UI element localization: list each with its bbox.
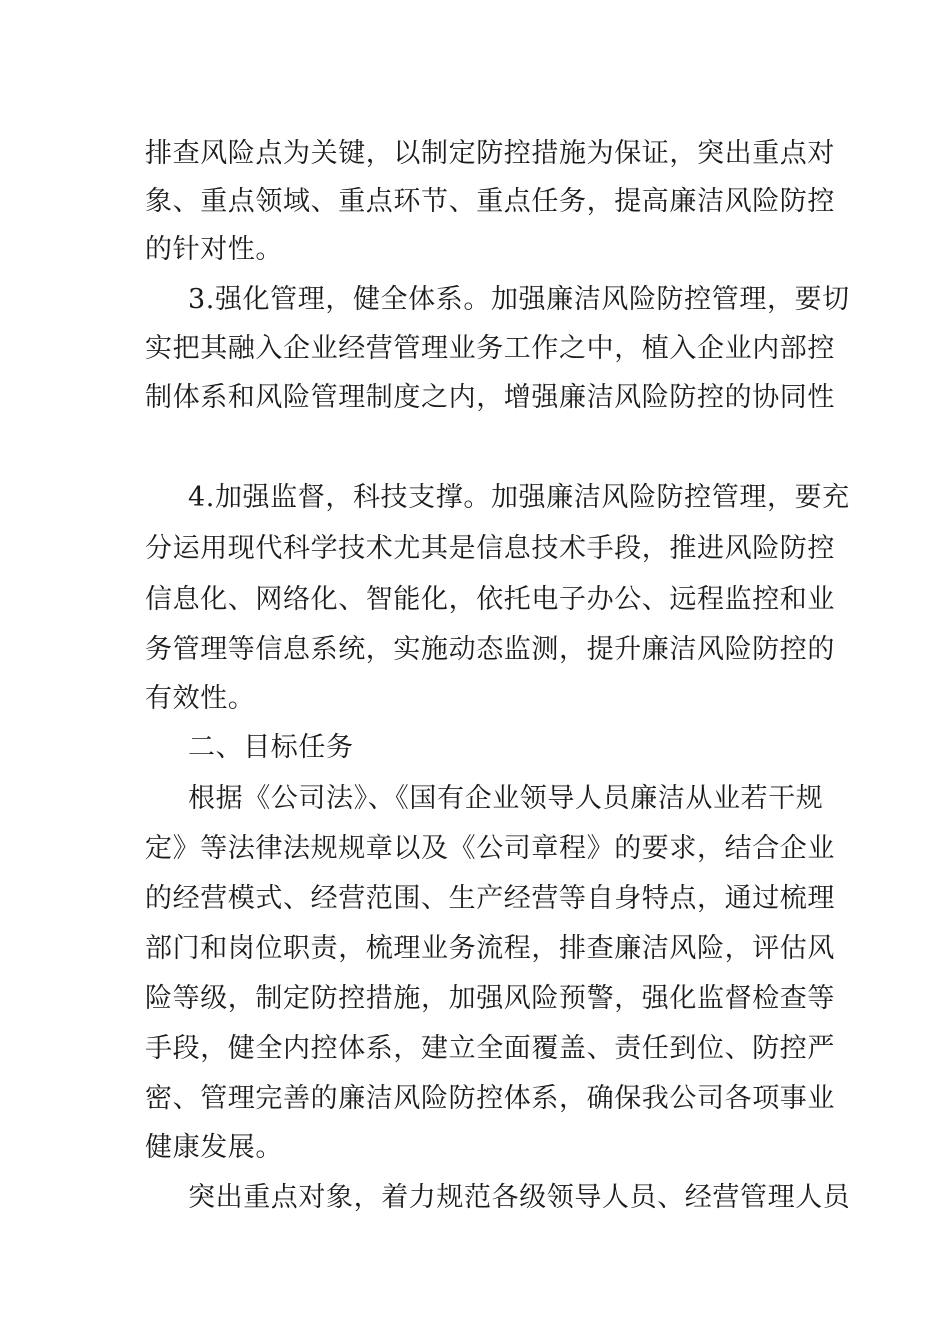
text-line: 3.强化管理，健全体系。加强廉洁风险防控管理，要切 (188, 284, 850, 315)
text-line: 象、重点领域、重点环节、重点任务，提高廉洁风险防控 (145, 186, 835, 217)
text-line: 有效性。 (145, 683, 256, 714)
text-line: 信息化、网络化、智能化，依托电子办公、远程监控和业 (145, 584, 835, 615)
text-line: 4.加强监督，科技支撑。加强廉洁风险防控管理，要充 (188, 482, 850, 513)
text-line: 制体系和风险管理制度之内，增强廉洁风险防控的协同性 (145, 382, 835, 413)
text-line: 的针对性。 (145, 234, 283, 265)
text-line: 突出重点对象，着力规范各级领导人员、经营管理人员 (188, 1182, 851, 1213)
text-line: 分运用现代科学技术尤其是信息技术手段，推进风险防控 (145, 533, 835, 564)
section-heading: 二、目标任务 (188, 732, 354, 763)
text-line: 手段，健全内控体系，建立全面覆盖、责任到位、防控严 (145, 1033, 835, 1064)
text-line: 定》等法律法规规章以及《公司章程》的要求，结合企业 (145, 833, 835, 864)
text-line: 险等级，制定防控措施，加强风险预警，强化监督检查等 (145, 983, 835, 1014)
text-line: 实把其融入企业经营管理业务工作之中，植入企业内部控 (145, 333, 835, 364)
text-line: 的经营模式、经营范围、生产经营等自身特点，通过梳理 (145, 883, 835, 914)
text-line: 密、管理完善的廉洁风险防控体系，确保我公司各项事业 (145, 1083, 835, 1114)
text-line: 健康发展。 (145, 1132, 283, 1163)
text-line: 务管理等信息系统，实施动态监测，提升廉洁风险防控的 (145, 634, 835, 665)
text-line: 排查风险点为关键，以制定防控措施为保证，突出重点对 (145, 138, 835, 169)
text-line: 部门和岗位职责，梳理业务流程，排查廉洁风险，评估风 (145, 933, 835, 964)
text-line: 根据《公司法》、《国有企业领导人员廉洁从业若干规 (188, 783, 824, 814)
